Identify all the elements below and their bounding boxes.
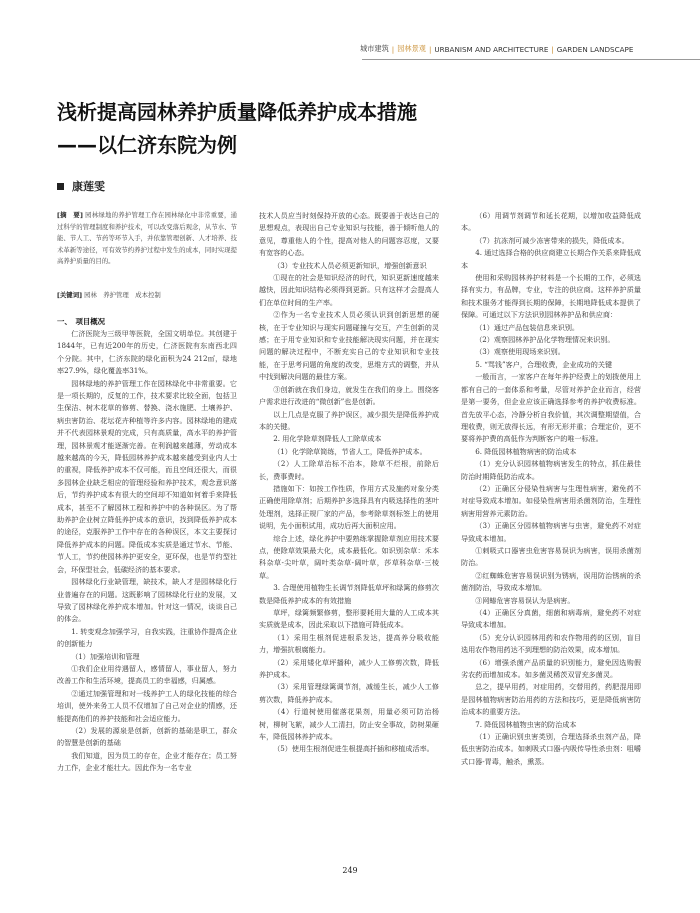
text-column-1 xyxy=(57,210,237,775)
keywords-label: [关键词] xyxy=(57,290,83,299)
paragraph: （2）采用矮化草坪播种，减少人工修剪次数，降低养护成本。 xyxy=(259,657,439,680)
paragraph: 仁济医院为三级甲等医院，全国文明单位。其创建于1844年，已有近200年的历史，仁济医院有东南西北四个分院。其中，仁济东院的绿化面积为24 212㎡，绿地率27.9%，绿化覆盖率31%。 xyxy=(57,328,237,376)
section-heading: 一、 项目概况 xyxy=(57,316,106,326)
paragraph: 技术人员应当时刻保持开放的心态。既要善于表达自己的思想观点，表现出自己专业知识与技能，善于倾听他人的意见，尊重他人的个性，提高对他人的问题容忍度，又要有宽容的心态。 xyxy=(259,211,439,258)
paragraph: 2. 用化学除草剂降低人工除草成本 xyxy=(273,434,382,444)
paragraph: （2）发展的源泉是创新，创新的基础是职工，群众的智慧是创新的基础 xyxy=(57,725,237,748)
header-category-landscape: 园林景观 xyxy=(397,44,426,53)
column-1-body xyxy=(57,316,237,775)
paragraph: （2）人工除草治标不治本，除草不烂根，前除后长，费事费时。 xyxy=(259,459,439,481)
author-line xyxy=(57,178,105,194)
paragraph: （4）行道树使用催落花果剂，用量必须可防治杨树，柳树飞絮，减少人工清扫，防止安全事故，防树果砸车，降低园林养护成本。 xyxy=(259,707,439,742)
paragraph: 综合上述，绿化养护中要熟练掌握除草剂应用技术要点，使除草效果最大化，成本最低化。如识别杂草：禾本科杂草-尖叶草，阔叶类杂草-阔叶草，莎草科杂草-三棱草。 xyxy=(259,533,439,580)
paragraph: ②通过加强管理和对一线养护工人的绿化技能的综合培训，使外来务工人员不仅增加了自己对企业的情感，还能提高他们的养护技能和社会适应能力。 xyxy=(57,688,237,723)
paragraph: （1）采用生根剂促进根系发达，提高养分吸收能力，增强抗根腐能力。 xyxy=(259,632,439,655)
article-title xyxy=(57,96,657,162)
abstract-label: [摘 要] xyxy=(57,211,83,219)
header-separator: | xyxy=(428,44,432,54)
header-separator: | xyxy=(551,44,554,54)
paragraph: 4. 通过选择合格的供应商建立长期合作关系来降低成本 xyxy=(461,248,641,270)
text-column-3 xyxy=(461,210,641,768)
paragraph: 6. 降低园林植物病害的防治成本 xyxy=(475,446,577,456)
paragraph: ①现在的社会是知识经济的时代，知识更新速度越来越快，因此知识结构必须得到更新。只有这样才会提高人们在单位时间的生产率。 xyxy=(259,273,439,307)
paragraph: （1）化学除草简练，节省人工，降低养护成本。 xyxy=(273,446,427,456)
paragraph: ③创新就在我们身边，就发生在我们的身上。围绕客户需求进行改进的“微创新”也是创新。 xyxy=(259,384,439,407)
paragraph: （1）加强培训和管理 xyxy=(71,651,140,661)
paragraph: （1）正确识别虫害类别，合理选择杀虫剂产品，降低虫害防治成本。如刺吸式口器-内吸传导性杀虫剂：咀嚼式口器-胃毒，触杀，熏蒸。 xyxy=(461,732,641,766)
paragraph: 园林绿地的养护管理工作在园林绿化中非常重要。它是一项长期的，反复的工作，技术要求比较全面，包括卫生保洁、树木花草的修剪、替换、浇水施肥、土壤养护、病虫害防治、花坛花卉种植等许多内容。园林绿地的建成并不代表园林景观的完成，只有高质量，高水平的养护管理，园林景观才能逐渐完善。在利润越来越薄，劳动成本越来越高的今天，降低园林养护成本越来越受到业内人士的重视，降低养护成本不仅可能，而且空间还很大，而很多园林企业缺乏相应的管理经验和养护技术，观念意识落后，节约养护成本有很大的空间却不知道如何着手来降低成本，甚至不了解园林工程和养护中的各种误区。为了帮助养护企业树立降低养护成本的意识，找到降低养护成本的途径，克服养护工作中存在的各种误区，本文主要探讨降低养护成本的问题。降低成本实质是通过节水、节能、节人工，节约使园林养护更安全，更环保，也是节约型社会，环保型社会，低碳经济的基本要求。 xyxy=(57,378,237,574)
paragraph: （6）用调节剂调节和延长花期，以增加收益降低成本。 xyxy=(461,211,641,233)
paragraph: （1）充分认识园林植物病害发生的特点，抓住最佳防治时期降低防治成本。 xyxy=(461,459,641,481)
paragraph: 一般而言，一家客户在每年养护经费上的划拨使用上都有自己的一套体系和考量，尽管对养护企业而言，经营是第一要务，但企业应该正确选择参考的养护收费标准。首先放平心态，冷静分析自我价值，其次调整期望值，合理收费，则无放得长远，有形无形并重；合理定价，更不要将养护费的高低作为判断客户的唯一标准。 xyxy=(461,372,641,444)
keywords-text: 园林 养护管理 成本控制 xyxy=(84,290,161,299)
paragraph: ①刺吸式口器害虫危害容易误识为病害，误用杀菌剂防治。 xyxy=(461,545,641,568)
paragraph: 使用和采购园林养护材料是一个长期的工作，必须选择有实力，有品牌，专业，专注的供应商。这样养护质量和技术服务才能得到长期的保障，长期地降低成本提供了保障。可通过以下方法识别园林养护品和供应商： xyxy=(461,273,641,320)
page-number: 249 xyxy=(342,866,358,875)
paragraph: 措施如下：如按工作性质，作用方式及施药对象分类正确使用除草剂；后期养护多选择具有内吸选择性的茎叶处理剂，选择正规厂家的产品，参考除草剂标签上的使用说明，先小面积试用，成功后再大面积应用。 xyxy=(259,483,439,531)
paragraph: （2）正确区分侵染性病害与生理性病害，避免药不对症导致成本增加。如侵染性病害用杀菌剂防治，生理性病害用营养元素防治。 xyxy=(461,483,641,518)
column-2-body xyxy=(259,210,439,756)
paragraph: ②作为一名专业技术人员必须认识到创新思想的硬核，在于专业知识与现实问题碰撞与交互，产生创新的灵感；在于用专业知识和专业技能解决现实问题，并在现实问题的解决过程中，不断充实自己的专业知识和专业技能，在于思考问题的角度的改变，思维方式的调整，并从中找到解决问题的最佳方案。 xyxy=(259,310,439,382)
paragraph: 3. 合理使用植物生长调节剂降低草坪和绿篱的修剪次数是降低养护成本的有效措施 xyxy=(259,583,439,605)
paragraph: 以上几点是克服了养护误区，减少损失是降低养护成本的关键。 xyxy=(259,409,439,431)
paragraph: 园林绿化行业缺管理，缺技术，缺人才是园林绿化行业普遍存在的问题。这既影响了园林绿化行业的发展，又导致了园林绿化养护成本增加。针对这一情况，谈谈自己的体会。 xyxy=(57,577,237,624)
paragraph: （3）专业技术人员必须更新知识，增强创新意识 xyxy=(273,260,427,270)
paragraph: （3）采用管理绿篱调节剂，减缓生长，减少人工修剪次数，降低养护成本。 xyxy=(259,682,439,704)
paragraph: （7）抗冻剂可减少冻害带来的损失，降低成本。 xyxy=(475,235,629,245)
text-column-2 xyxy=(259,210,439,756)
paragraph: ①我们企业用待遇留人，感情留人，事业留人，努力改善工作和生活环境，提高员工的幸福感，归属感。 xyxy=(57,663,237,686)
paragraph: （5）使用生根剂促进生根提高扦插和移植成活率。 xyxy=(273,744,434,754)
keywords xyxy=(57,290,237,302)
paragraph: （6）增强杀菌产品质量的识别能力，避免因选购假劣农药而增加成本。如多菌灵稀茨双冒充多菌灵。 xyxy=(461,657,641,680)
paragraph: 草坪，绿篱频繁修剪，整形要耗用大量的人工成本其实质就是成本，因此采取以下措施可降低成本。 xyxy=(259,608,439,630)
paragraph: 总之，提早用药，对症用药，交替用药，药肥混用即是园林植物病害防治用药的方法和技巧，更是降低病害防治成本的重要方法。 xyxy=(461,682,641,717)
header-separator: | xyxy=(391,44,395,54)
paragraph: （3）正确区分园林植物病害与虫害，避免药不对症导致成本增加。 xyxy=(461,521,641,543)
paragraph: 5. “骂钱”客户，合理收费，企业成功的关键 xyxy=(475,359,613,369)
paragraph: 7. 降低园林植物虫害的防治成本 xyxy=(475,719,577,729)
paragraph: ②红蜘蛛危害容易误识别为锈病，误用防治锈病的杀菌剂防治，导致成本增加。 xyxy=(461,570,641,593)
paragraph: ③网蝽危害容易误认为是病害。 xyxy=(475,595,575,605)
journal-header xyxy=(360,40,700,58)
title-line-main: 浅析提高园林养护质量降低养护成本措施 xyxy=(57,100,417,124)
column-3-body xyxy=(461,210,641,768)
paragraph: （2）观察园林养护品化学物理情况来识别。 xyxy=(475,335,615,345)
paragraph: 我们知道，因为员工的存在，企业才能存在；员工努力工作，企业才能壮大。因此作为一名专业 xyxy=(57,750,237,773)
header-rule xyxy=(362,59,700,60)
paragraph: （4）正确区分真菌，细菌和病毒病，避免药不对症导致成本增加。 xyxy=(461,608,641,630)
paragraph: （1）通过产品包装信息来识别。 xyxy=(475,322,580,332)
header-english-urban: URBANISM AND ARCHITECTURE xyxy=(434,44,549,54)
author-name: 康莲雯 xyxy=(72,180,105,193)
paragraph: （5）充分认识园林用药和农作物用药的区别，盲目选用农作物用药达不到理想的防治效果，成本增加。 xyxy=(461,632,641,655)
title-line-subtitle: ——以仁济东院为例 xyxy=(57,133,237,157)
bullet-square-icon xyxy=(57,183,64,190)
paragraph: （3）观察使用现场来识别。 xyxy=(475,347,565,357)
paragraph: 1. 转变观念加强学习，自我实践，注重协作提高企业的创新能力 xyxy=(57,626,237,649)
abstract-text: 园林绿地的养护管理工作在园林绿化中非常重要，通过科学的管理制度和养护技术，可以改变落后观念，从节水、节能、节人工、节药等环节入手，并依靠管理创新、人才培养、技术革新等途径，可有效节约养护过程中发生的成本，同时实现提高养护质量的目的。 xyxy=(57,211,238,266)
abstract xyxy=(57,210,237,268)
header-english-garden: GARDEN LANDSCAPE xyxy=(556,44,634,54)
header-category-urban: 城市建筑 xyxy=(360,44,389,53)
